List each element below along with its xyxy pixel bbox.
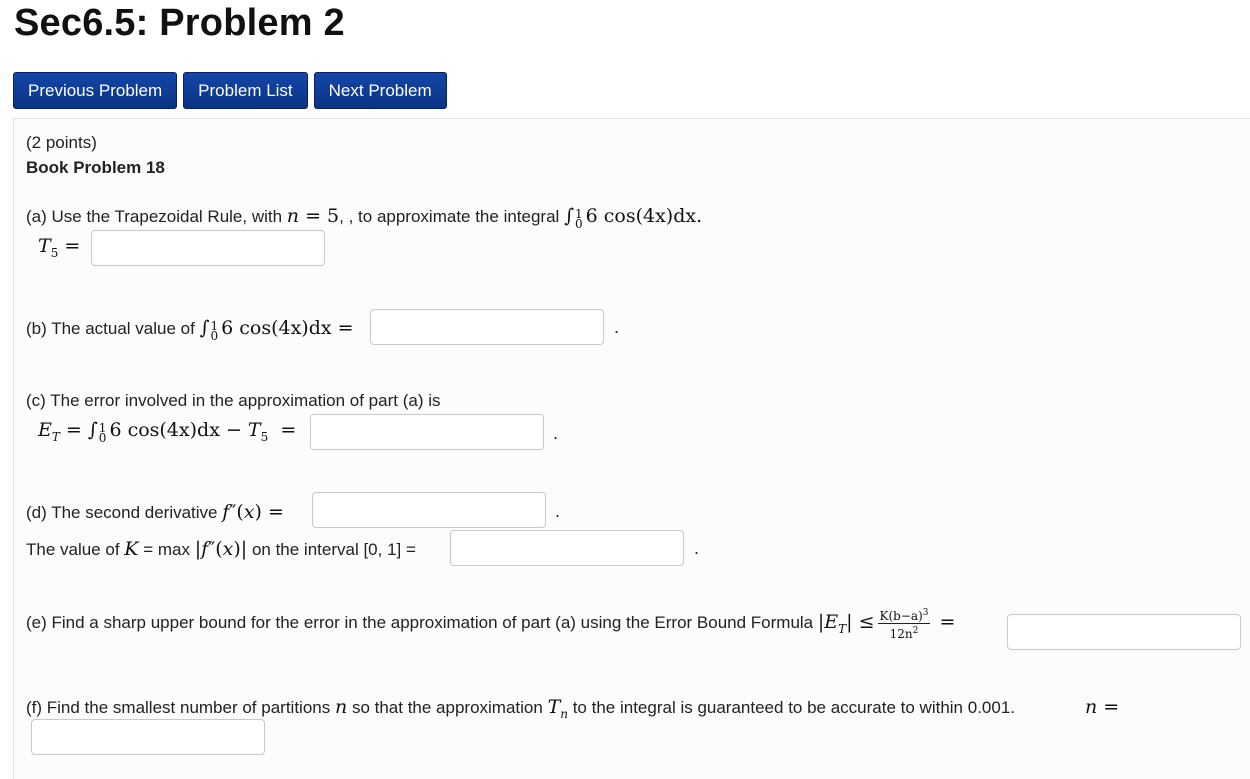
t5-label: $T_5$ = [38, 235, 81, 260]
previous-problem-button[interactable]: Previous Problem [13, 72, 177, 109]
part-f-label-1: (f) Find the smallest number of partitions [26, 698, 335, 717]
n-value: 5 [327, 205, 340, 227]
part-b-label: (b) The actual value of [26, 319, 200, 338]
problem-panel [13, 118, 1250, 779]
integrand: 6 cos(4x)dx [585, 205, 697, 227]
next-problem-button[interactable]: Next Problem [314, 72, 447, 109]
upper-limit: 1 [98, 421, 107, 435]
part-d-label: (d) The second derivative [26, 503, 223, 522]
max-label: = max [138, 540, 195, 559]
integrand: 6 cos(4x)dx [221, 317, 332, 339]
period: . [694, 538, 700, 558]
part-d-text: (d) The second derivative f″(x) = [26, 501, 284, 523]
part-e-text: (e) Find a sharp upper bound for the error in the approximation of part (a) using the Error Bound Formula $|E_T|$ ≤ $\frac{K(b-a)^3}{12n^2}$ = [26, 608, 956, 641]
part-a-text-2: , to approximate the integral [348, 207, 565, 226]
answer-d-input[interactable] [312, 492, 546, 528]
t-subscript: 5 [50, 245, 59, 260]
integrand: 6 cos(4x)dx [109, 419, 220, 441]
part-f-label-3: to the integral is guaranteed to be accurate to within 0.001. [567, 698, 1015, 717]
max-k-text: The value of K = max |f″(x)| on the interval [0, 1] = [26, 538, 416, 560]
answer-c-input[interactable] [310, 414, 544, 450]
part-a-text-1: (a) Use the Trapezoidal Rule, with [26, 207, 287, 226]
answer-b-input[interactable] [370, 309, 604, 345]
part-f-text: (f) Find the smallest number of partitions n so that the approximation $T_n$ to the integral is guaranteed to be accurate to within 0.001. [26, 696, 1015, 721]
period: . [553, 423, 559, 443]
part-f-label-2: so that the approximation [347, 698, 548, 717]
lower-limit: 0 [574, 217, 583, 231]
problem-navigation [13, 72, 447, 109]
upper-limit: 1 [210, 319, 219, 333]
page-title: Sec6.5: Problem 2 [14, 2, 345, 44]
t-symbol: T [38, 235, 51, 257]
period: . [614, 317, 620, 337]
part-a-text: (a) Use the Trapezoidal Rule, with n = 5, , to approximate the integral ∫ 1 0 6 cos(4x)dx. [26, 205, 703, 231]
problem-list-button[interactable]: Problem List [183, 72, 307, 109]
answer-k-input[interactable] [450, 530, 684, 566]
n-equals-label: n = [1085, 696, 1120, 718]
answer-a-input[interactable] [91, 230, 325, 266]
lower-limit: 0 [210, 329, 219, 343]
book-problem-label: Book Problem 18 [26, 158, 165, 177]
part-b-text: (b) The actual value of ∫ 1 0 6 cos(4x)dx = [26, 317, 354, 343]
period: . [555, 501, 561, 521]
part-c-text: (c) The error involved in the approximation of part (a) is [26, 391, 441, 410]
points-label: (2 points) [26, 133, 97, 152]
error-formula: $E_T$ = ∫ 1 0 6 $\cos(4x)dx - T_5$ = [38, 419, 297, 445]
part-e-label: (e) Find a sharp upper bound for the error in the approximation of part (a) using the Error Bound Formula [26, 612, 818, 632]
answer-e-input[interactable] [1007, 614, 1241, 650]
interval-label: on the interval [0, 1] = [247, 540, 416, 559]
upper-limit: 1 [574, 207, 583, 221]
value-of-label: The value of [26, 540, 125, 559]
lower-limit: 0 [98, 431, 107, 445]
answer-f-input[interactable] [31, 719, 265, 755]
